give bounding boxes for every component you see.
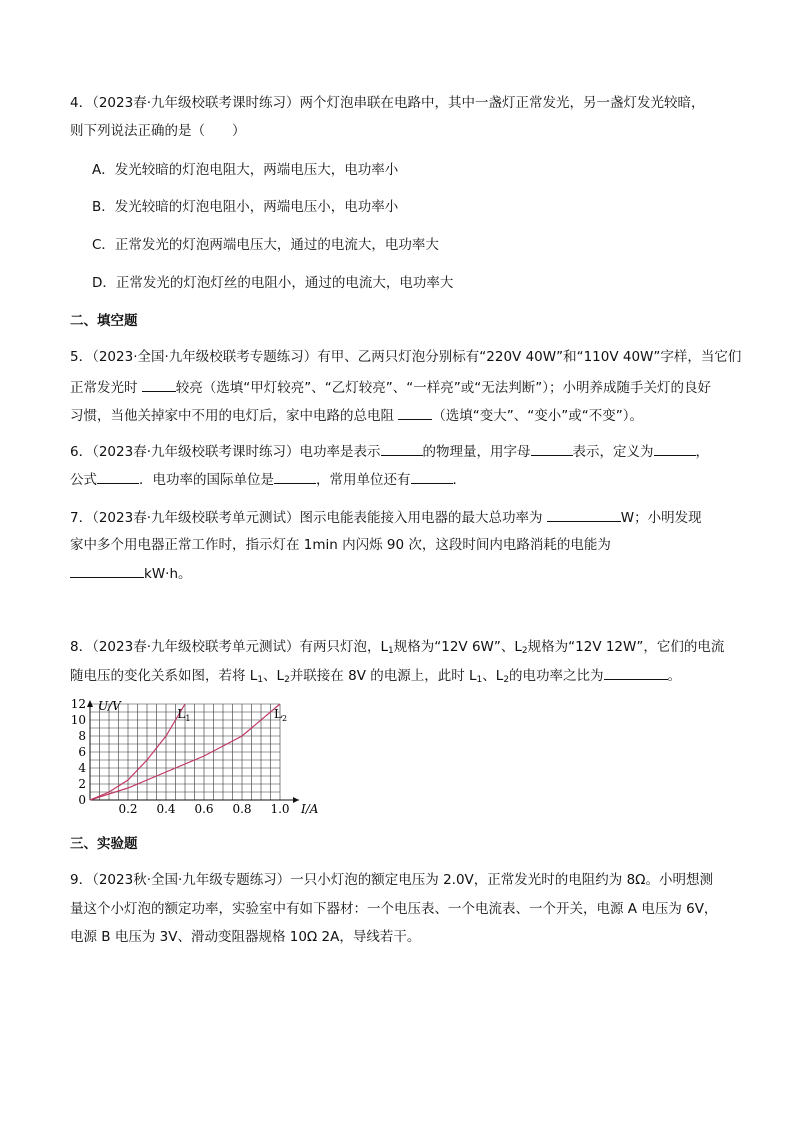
q6-line2: 公式 ．电功率的国际单位是 ，常用单位还有 ． [70, 469, 466, 490]
q7-line3: kW·h。 [70, 563, 192, 584]
q5-line1: 5．（2023·全国·九年级校联考专题练习）有甲、乙两只灯泡分别标有“220V 40W”和“110V 40W”字样，当它们 [70, 349, 742, 365]
x-tick-label: 0.8 [232, 802, 252, 816]
q9-line1: 9．（2023秋·全国·九年级专题练习）一只小灯泡的额定电压为 2.0V，正常发光时的电阻约为 8Ω。小明想测 [70, 872, 713, 888]
series-label-l1: $L_1$ [177, 707, 191, 723]
q5-blank-2[interactable] [398, 405, 432, 420]
q7-blank-1[interactable] [547, 507, 621, 522]
y-axis-arrow [87, 700, 93, 707]
x-tick-label: 1.0 [270, 802, 290, 816]
x-axis-arrow [293, 797, 299, 803]
y-tick-label: 0 [78, 793, 86, 807]
q5-line2: 正常发光时 较亮（选填“甲灯较亮”、“乙灯较亮”、“一样亮”或“无法判断”）；小明养成随手关灯的良好 [70, 377, 711, 398]
q6-line1: 6．（2023春·九年级校联考课时练习）电功率是表示 的物理量，用字母 表示，定义为 ， [70, 441, 709, 462]
q4-option-c: C．正常发光的灯泡两端电压大，通过的电流大，电功率大 [92, 237, 439, 253]
q7-line1: 7．（2023春·九年级校联考单元测试）图示电能表能接入用电器的最大总功率为 W；小明发现 [70, 507, 702, 528]
q9-line3: 电源 B 电压为 3V、滑动变阻器规格 10Ω 2A，导线若干。 [70, 929, 421, 945]
y-axis-label: U/V [98, 699, 121, 713]
q5-blank-1[interactable] [142, 377, 176, 392]
x-axis-label: I/A [301, 802, 319, 816]
q6-blank-2[interactable] [531, 441, 573, 456]
y-tick-label: 2 [78, 777, 86, 791]
x-tick-label: 0.4 [156, 802, 176, 816]
q8-line1: 8．（2023春·九年级校联考单元测试）有两只灯泡，$L_1$规格为“12V 6W”、$L_2$规格为“12V 12W”，它们的电流 [70, 639, 725, 656]
q4-stem-line1: 4．（2023春·九年级校联考课时练习）两个灯泡串联在电路中，其中一盏灯正常发光，另一盏灯发光较暗， [70, 95, 705, 111]
y-tick-label: 10 [70, 713, 86, 727]
q6-blank-3[interactable] [654, 441, 696, 456]
x-tick-label: 0.2 [118, 802, 138, 816]
y-tick-label: 8 [78, 729, 86, 743]
q6-blank-1[interactable] [381, 441, 423, 456]
u-i-chart [60, 697, 319, 816]
q6-blank-4[interactable] [97, 469, 139, 484]
q5-line3: 习惯，当他关掉家中不用的电灯后，家中电路的总电阻 （选填“变大”、“变小”或“不变”）。 [70, 405, 643, 426]
q6-blank-6[interactable] [411, 469, 453, 484]
q7-blank-2[interactable] [70, 563, 144, 578]
section-fill-blank-heading: 二、填空题 [70, 313, 138, 329]
q4-option-b: B．发光较暗的灯泡电阻小，两端电压小，电功率小 [92, 199, 399, 215]
y-tick-label: 4 [78, 761, 86, 775]
y-tick-label: 12 [70, 697, 86, 711]
q8-line2: 随电压的变化关系如图，若将 $L_1$、$L_2$并联接在 8V 的电源上，此时 $L_1$、$L_2$的电功率之比为 。 [70, 665, 681, 690]
q8-blank-1[interactable] [604, 665, 668, 680]
q7-line2: 家中多个用电器正常工作时，指示灯在 1min 内闪烁 90 次，这段时间内电路消耗的电能为 [70, 537, 611, 553]
q9-line2: 量这个小灯泡的额定功率，实验室中有如下器材：一个电压表、一个电流表、一个开关，电源 A 电压为 6V， [70, 901, 718, 917]
q4-option-a: A．发光较暗的灯泡电阻大，两端电压大，电功率小 [92, 162, 399, 178]
q6-blank-5[interactable] [274, 469, 316, 484]
x-tick-label: 0.6 [194, 802, 214, 816]
q4-option-d: D．正常发光的灯泡灯丝的电阻小，通过的电流大，电功率大 [92, 275, 454, 291]
section-experiment-heading: 三、实验题 [70, 836, 138, 852]
series-label-l2: $L_2$ [274, 707, 288, 723]
y-tick-label: 6 [78, 745, 86, 759]
q4-stem-line2: 则下列说法正确的是（ ） [70, 123, 246, 139]
